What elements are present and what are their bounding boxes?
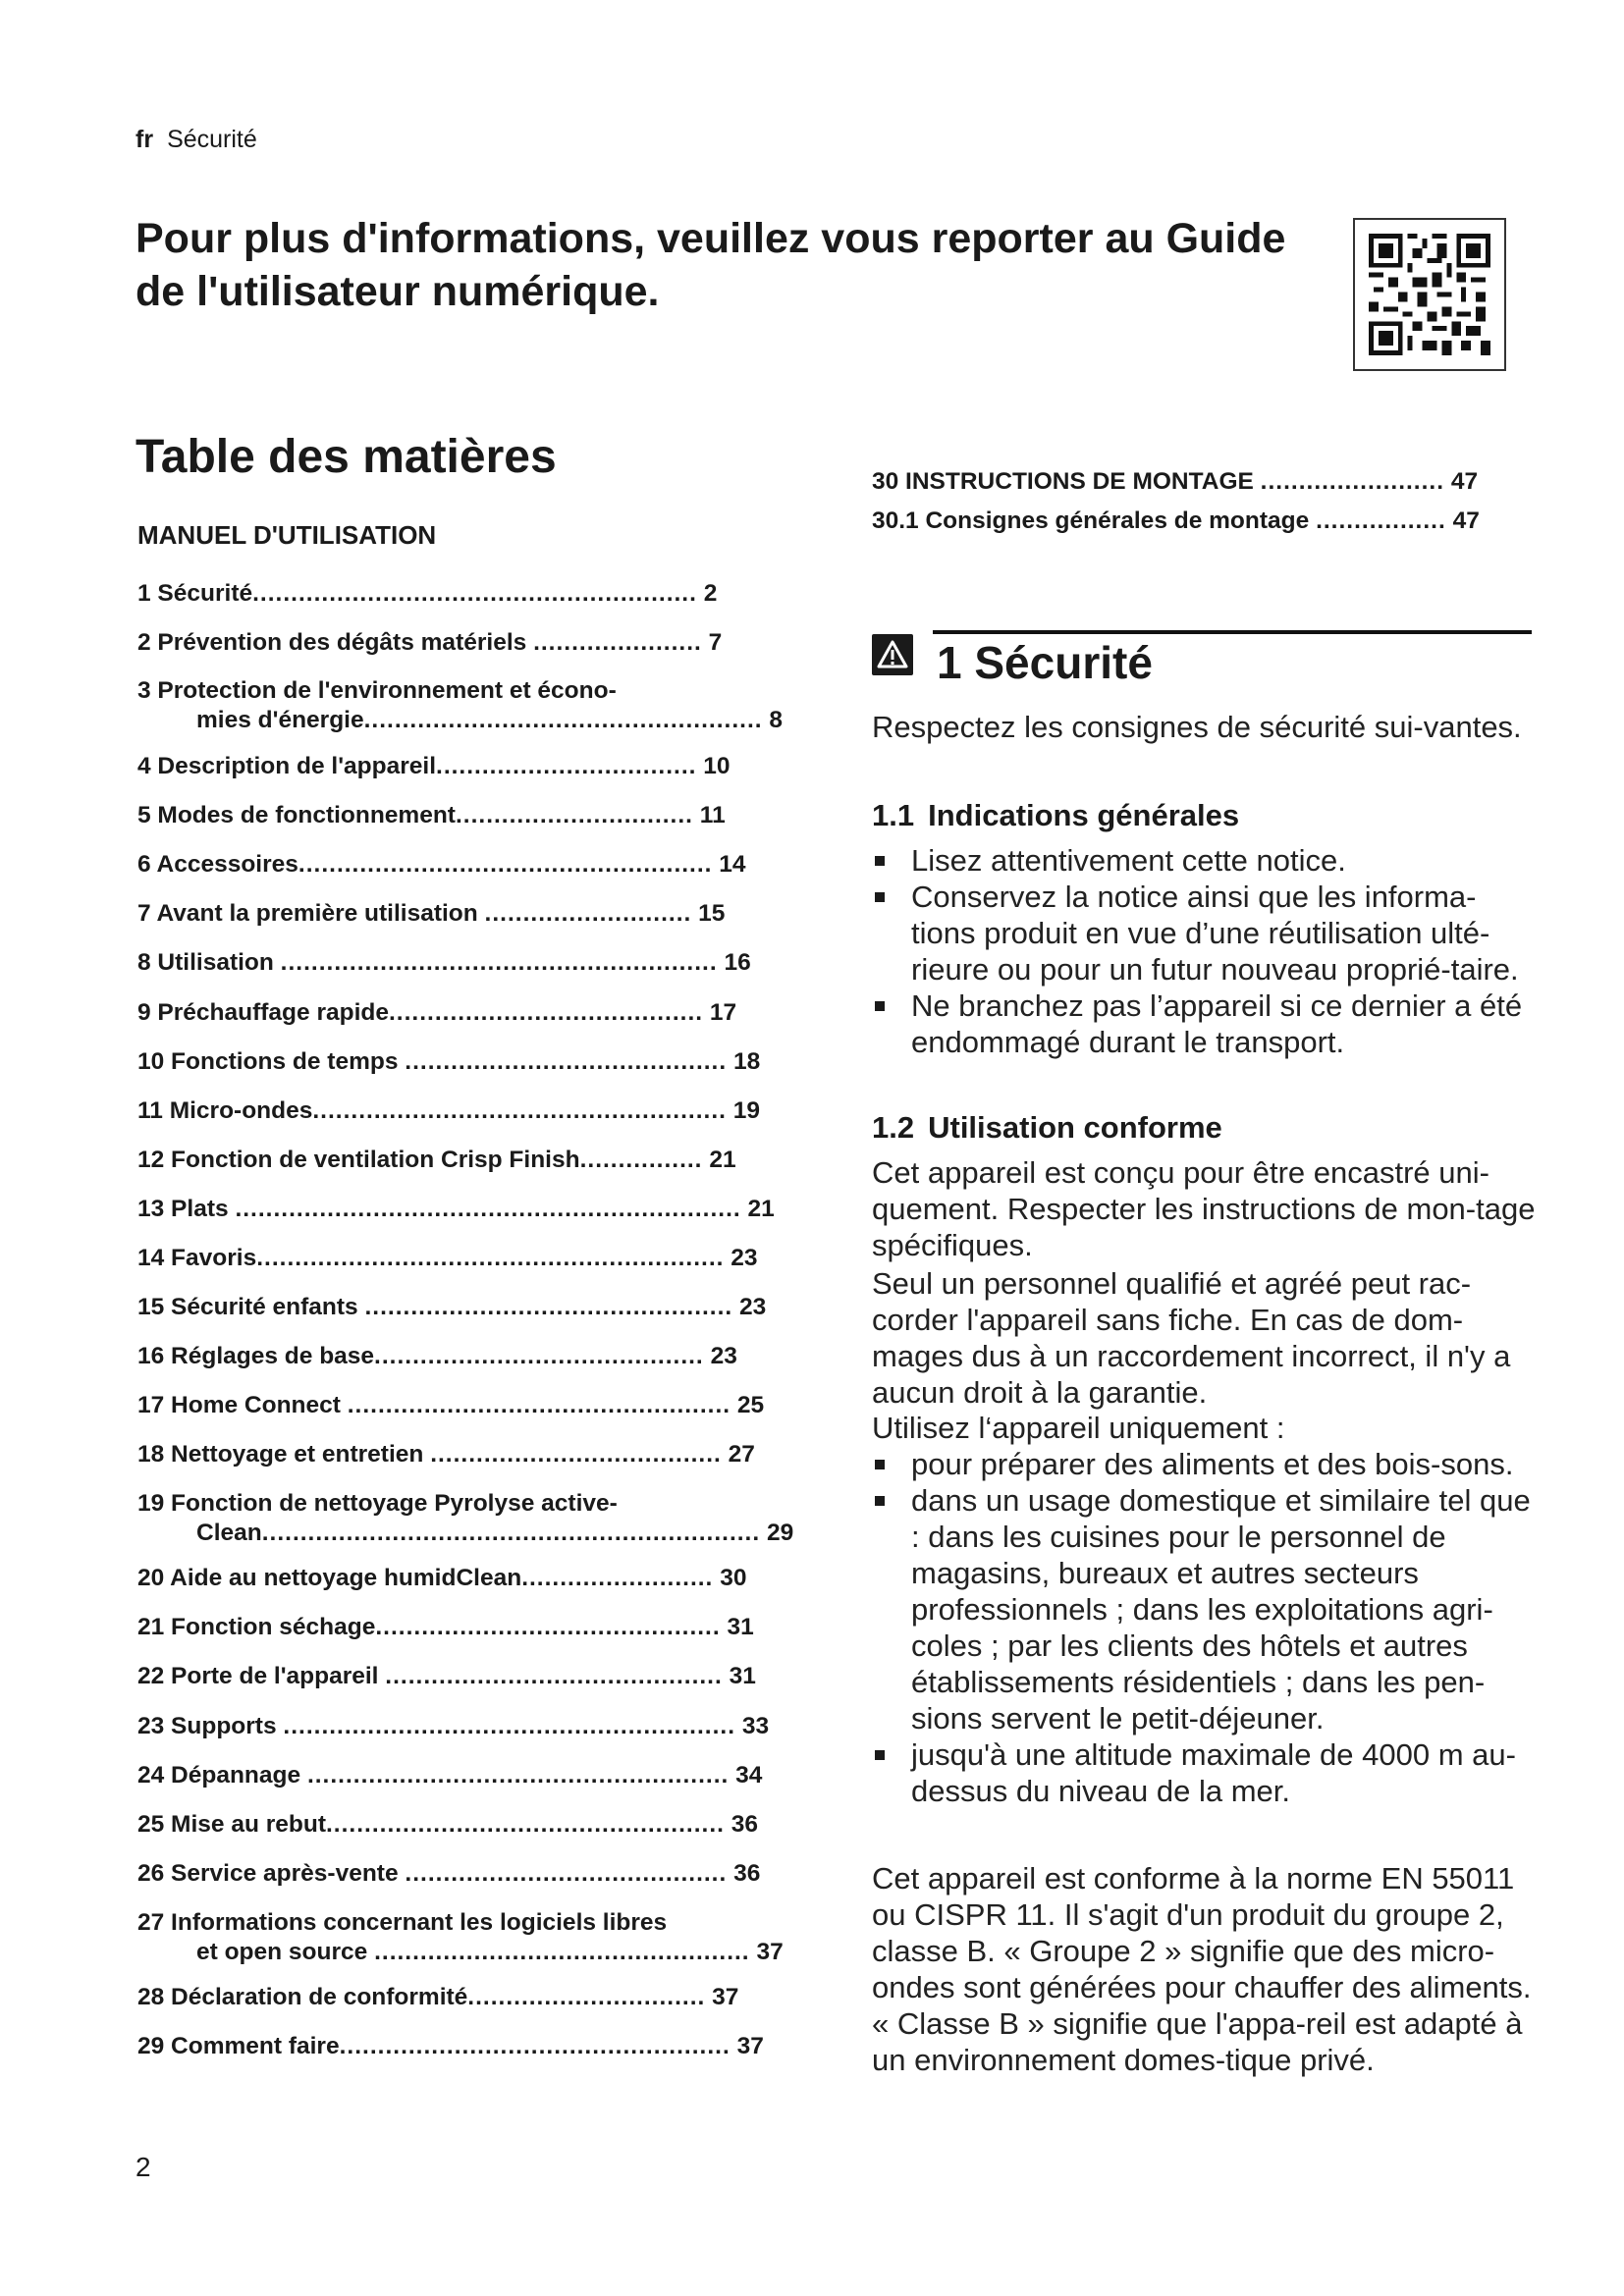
- toc-entry[interactable]: 5 Modes de fonctionnement............................... 11: [137, 802, 726, 828]
- toc-entry[interactable]: 30 INSTRUCTIONS DE MONTAGE ........................ 47: [872, 468, 1479, 495]
- list-item: dans un usage domestique et similaire tel que : dans les cuisines pour le personnel de magasins, bureaux et autres secteurs professionnels ; dans les exploitations agri-coles ; par les clients des hôtels et autres établissements résidentiels ; dans les pen-sions servent le petit-déjeuner.: [872, 1482, 1540, 1736]
- toc-entry[interactable]: 2 Prévention des dégâts matériels ...................... 7: [137, 629, 723, 656]
- toc-entry[interactable]: 22 Porte de l'appareil ............................................ 31: [137, 1663, 756, 1689]
- toc-entry[interactable]: 10 Fonctions de temps .......................................... 18: [137, 1048, 761, 1075]
- toc-entry[interactable]: 15 Sécurité enfants ................................................ 23: [137, 1294, 767, 1320]
- toc-entry[interactable]: 1 Sécurité.......................................................... 2: [137, 580, 718, 607]
- toc-entry[interactable]: 11 Micro-ondes...................................................... 19: [137, 1097, 761, 1124]
- list-item: pour préparer des aliments et des bois-sons.: [872, 1446, 1540, 1482]
- toc-entry[interactable]: 24 Dépannage ....................................................... 34: [137, 1762, 763, 1789]
- toc-entry[interactable]: 18 Nettoyage et entretien ...................................... 27: [137, 1441, 755, 1468]
- toc-entry[interactable]: 28 Déclaration de conformité............................... 37: [137, 1984, 739, 2010]
- security-intro: Respectez les consignes de sécurité sui-vantes.: [872, 710, 1522, 744]
- toc-entry[interactable]: 6 Accessoires...................................................... 14: [137, 851, 746, 878]
- page-number: 2: [135, 2152, 151, 2182]
- section-title: 1 Sécurité: [937, 637, 1153, 688]
- list-item: Conservez la notice ainsi que les informa-tions produit en vue d’une réutilisation ulté-rieure ou pour un futur nouveau proprié-taire.: [872, 879, 1540, 988]
- toc-entry[interactable]: 26 Service après-vente .......................................... 36: [137, 1860, 761, 1887]
- subsection-title: 1.2 Utilisation conforme: [872, 1110, 1222, 1145]
- toc-entry[interactable]: 17 Home Connect .................................................. 25: [137, 1392, 765, 1418]
- paragraph: Utilisez l‘appareil uniquement :: [872, 1411, 1285, 1445]
- subsection-title: 1.1 Indications générales: [872, 798, 1240, 832]
- general-bullets: [872, 842, 1540, 1060]
- section-rule: [933, 630, 1532, 634]
- digital-guide-notice: Pour plus d'informations, veuillez vous reporter au Guide de l'utilisateur numérique.: [135, 215, 1286, 315]
- list-item: Ne branchez pas l’appareil si ce dernier a été endommagé durant le transport.: [872, 988, 1540, 1060]
- warning-triangle-icon: [872, 634, 913, 675]
- toc-entry[interactable]: 30.1 Consignes générales de montage ................. 47: [872, 507, 1480, 534]
- qr-code-icon[interactable]: [1353, 218, 1506, 371]
- toc-entry[interactable]: 7 Avant la première utilisation ........................... 15: [137, 900, 726, 927]
- toc-entry[interactable]: 12 Fonction de ventilation Crisp Finish................ 21: [137, 1147, 736, 1173]
- toc-entry[interactable]: 16 Réglages de base........................................... 23: [137, 1343, 737, 1369]
- list-item: jusqu'à une altitude maximale de 4000 m au-dessus du niveau de la mer.: [872, 1736, 1540, 1809]
- use-bullets: [872, 1446, 1540, 1809]
- toc-title: Table des matières: [135, 431, 557, 483]
- toc-entry[interactable]: 19 Fonction de nettoyage Pyrolyse active- Clean................................................................. 29: [137, 1490, 794, 1546]
- paragraph: Cet appareil est conforme à la norme EN 55011 ou CISPR 11. Il s'agit d'un produit du groupe 2, classe B. « Groupe 2 » signifie que des micro-ondes sont générées pour chauffer des aliments. « Classe B » signifie que l'appa-reil est adapté à un environnement domes-tique privé.: [872, 1861, 1532, 2077]
- toc-manual-heading: MANUEL D'UTILISATION: [137, 520, 437, 550]
- toc-entry[interactable]: 21 Fonction séchage............................................. 31: [137, 1614, 754, 1640]
- toc-entry[interactable]: 29 Comment faire................................................... 37: [137, 2033, 764, 2059]
- running-header: [135, 126, 257, 154]
- toc-entry[interactable]: 9 Préchauffage rapide......................................... 17: [137, 999, 737, 1026]
- toc-entry[interactable]: 14 Favoris............................................................. 23: [137, 1245, 758, 1271]
- paragraph: Seul un personnel qualifié et agréé peut rac-corder l'appareil sans fiche. En cas de dom-mages dus à un raccordement incorrect, il n'y a aucun droit à la garantie.: [872, 1266, 1511, 1410]
- toc-entry[interactable]: 27 Informations concernant les logiciels libres et open source ................................................. 37: [137, 1909, 784, 1965]
- toc-entry[interactable]: 4 Description de l'appareil.................................. 10: [137, 753, 731, 779]
- language-code: fr: [135, 126, 154, 153]
- toc-entry[interactable]: 8 Utilisation ......................................................... 16: [137, 949, 751, 976]
- list-item: Lisez attentivement cette notice.: [872, 842, 1540, 879]
- toc-entry[interactable]: 3 Protection de l'environnement et écono- mies d'énergie.................................................... 8: [137, 677, 784, 733]
- paragraph: Cet appareil est conçu pour être encastré uni-quement. Respecter les instructions de mon-tage spécifiques.: [872, 1155, 1536, 1262]
- toc-entry[interactable]: 25 Mise au rebut.................................................... 36: [137, 1811, 759, 1838]
- toc-entry[interactable]: 23 Supports ........................................................... 33: [137, 1713, 770, 1739]
- toc-entry[interactable]: 20 Aide au nettoyage humidClean......................... 30: [137, 1565, 747, 1591]
- header-section: Sécurité: [167, 126, 257, 153]
- toc-entry[interactable]: 13 Plats .................................................................. 21: [137, 1196, 775, 1222]
